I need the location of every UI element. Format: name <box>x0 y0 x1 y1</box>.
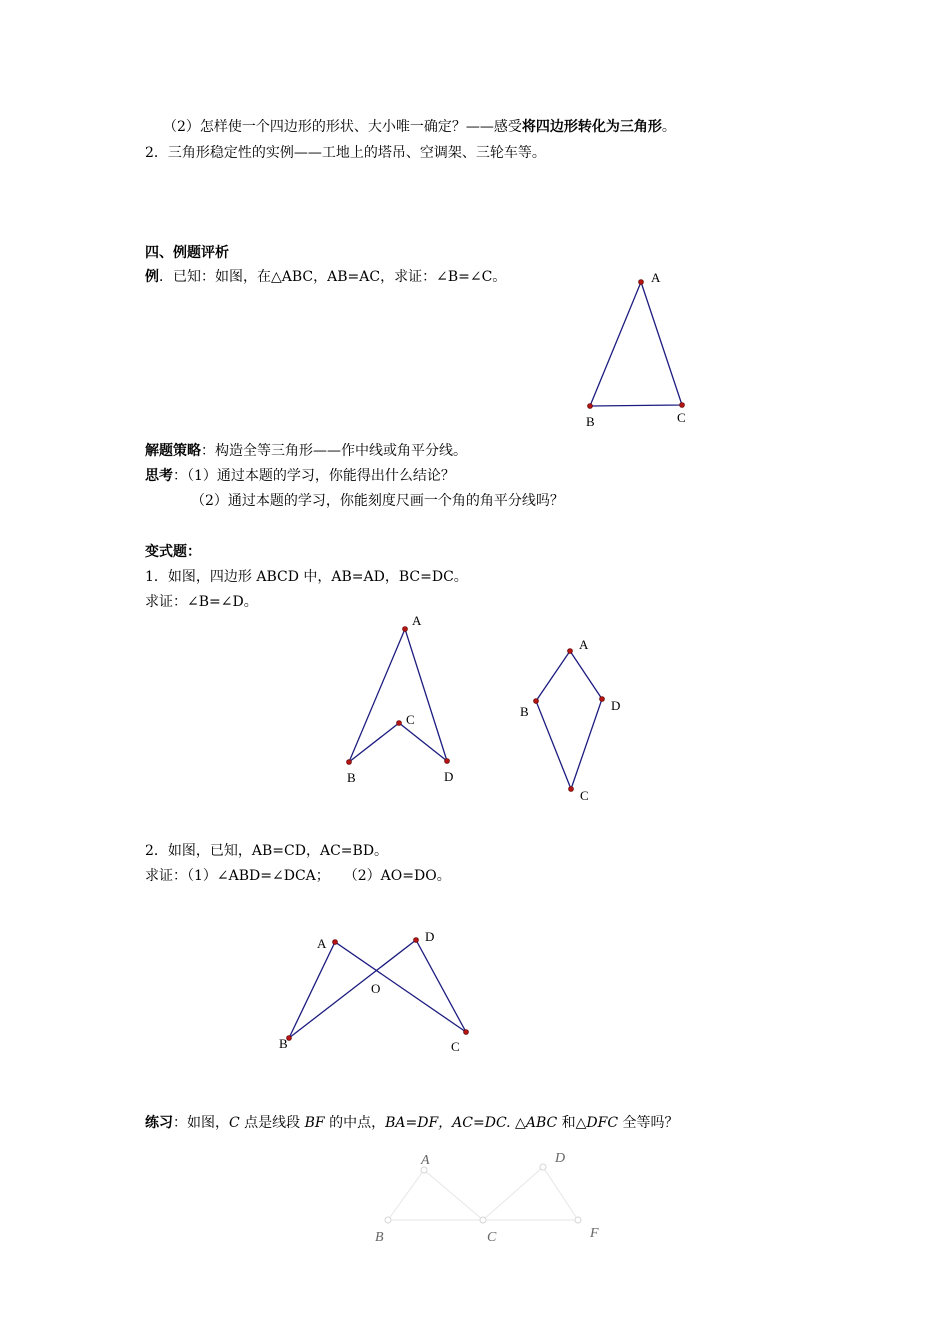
variants-heading: 变式题： <box>145 544 201 560</box>
fig3-label-d: D <box>611 698 621 713</box>
fig2-point-b <box>347 760 352 765</box>
fig1-point-b <box>588 404 593 409</box>
figure-kite <box>520 637 620 803</box>
fig1-label-b: B <box>586 414 595 429</box>
fig4-label-d: D <box>425 929 435 944</box>
fig3-label-b: B <box>520 704 529 719</box>
variant-1-line-2: 求证：∠B=∠D。 <box>145 594 258 610</box>
practice-label: 练习 <box>145 1115 173 1131</box>
practice-t6: 全等吗？ <box>618 1115 679 1131</box>
fig3-point-b <box>534 699 539 704</box>
practice-t1: ：如图， <box>173 1115 229 1131</box>
section-heading: 四、例题评析 <box>145 245 229 261</box>
practice-t5: 和△ <box>557 1115 587 1131</box>
practice-zigzag <box>388 1167 578 1220</box>
fig5-label-a: A <box>421 1153 430 1168</box>
fig5-label-d: D <box>555 1151 566 1166</box>
intro-line-1-end: 。 <box>661 119 676 135</box>
fig2-label-b: B <box>347 770 356 785</box>
practice-t3: 的中点， <box>324 1115 386 1131</box>
strategy-text: ：构造全等三角形——作中线或角平分线。 <box>201 443 467 459</box>
fig1-label-c: C <box>677 410 686 425</box>
concave-quad-inner <box>349 723 447 762</box>
fig4-label-a: A <box>317 936 327 951</box>
fig2-label-d: D <box>444 769 454 784</box>
fig4-point-a <box>333 940 338 945</box>
fig5-point-c <box>480 1217 486 1223</box>
fig2-point-d <box>445 759 450 764</box>
triangle-abc-edges <box>590 282 682 406</box>
intro-line-2: 2．三角形稳定性的实例——工地上的塔吊、空调架、三轮车等。 <box>145 145 546 161</box>
fig5-label-f: F <box>590 1226 599 1241</box>
fig3-label-c: C <box>580 788 589 803</box>
fig5-point-b <box>385 1217 391 1223</box>
example-text: ．已知：如图，在△ABC，AB=AC，求证：∠B=∠C。 <box>159 269 507 285</box>
fig4-label-o: O <box>371 981 381 996</box>
fig4-point-c <box>464 1030 469 1035</box>
think-q1: ：（1）通过本题的学习，你能得出什么结论？ <box>173 468 455 484</box>
intro-line-1-bold: 将四边形转化为三角形 <box>521 119 662 135</box>
figure-crossed <box>279 929 469 1054</box>
fig3-point-d <box>600 697 605 702</box>
fig1-point-c <box>680 403 685 408</box>
fig2-point-c <box>397 721 402 726</box>
practice-t2: 点是线段 <box>239 1115 305 1131</box>
figure-practice <box>375 1151 599 1245</box>
think-line-2: （2）通过本题的学习，你能刻度尺画一个角的角平分线吗？ <box>191 493 564 509</box>
fig2-label-c: C <box>406 712 415 727</box>
fig1-point-a <box>639 280 644 285</box>
figure-triangle-abc <box>586 270 686 429</box>
fig3-label-a: A <box>579 637 589 652</box>
fig5-label-c: C <box>487 1230 497 1245</box>
variant-2-line-2: 求证：（1）∠ABD=∠DCA； （2）AO=DO。 <box>145 868 451 884</box>
practice-bf: BF <box>304 1115 325 1131</box>
fig4-point-d <box>414 938 419 943</box>
intro-line-1-text: （2）怎样使一个四边形的形状、大小唯一确定？——感受 <box>163 119 522 135</box>
fig4-label-b: B <box>279 1036 288 1051</box>
practice-eq: BA=DF，AC=DC. <box>385 1115 511 1131</box>
concave-quad-outer <box>349 629 447 762</box>
strategy-label: 解题策略 <box>145 443 201 459</box>
think-label: 思考 <box>145 468 173 484</box>
practice-abc: ABC <box>525 1115 558 1131</box>
fig5-label-b: B <box>375 1230 384 1245</box>
fig5-point-d <box>540 1164 546 1170</box>
practice-t4: △ <box>510 1115 526 1131</box>
fig3-point-c <box>569 787 574 792</box>
figure-concave-quad <box>347 613 454 785</box>
practice-dfc: DFC <box>586 1115 619 1131</box>
fig2-label-a: A <box>412 613 422 628</box>
variant-1-line-1: 1．如图，四边形 ABCD 中，AB=AD，BC=DC。 <box>145 569 468 585</box>
fig2-point-a <box>403 627 408 632</box>
example-label: 例 <box>145 269 159 285</box>
fig3-point-a <box>568 649 573 654</box>
variant-2-line-1: 2．如图，已知，AB=CD，AC=BD。 <box>145 843 389 859</box>
fig1-label-a: A <box>651 270 661 285</box>
practice-c: C <box>229 1115 240 1131</box>
fig4-label-c: C <box>451 1039 460 1054</box>
fig5-point-f <box>575 1217 581 1223</box>
kite-edges <box>536 651 602 789</box>
